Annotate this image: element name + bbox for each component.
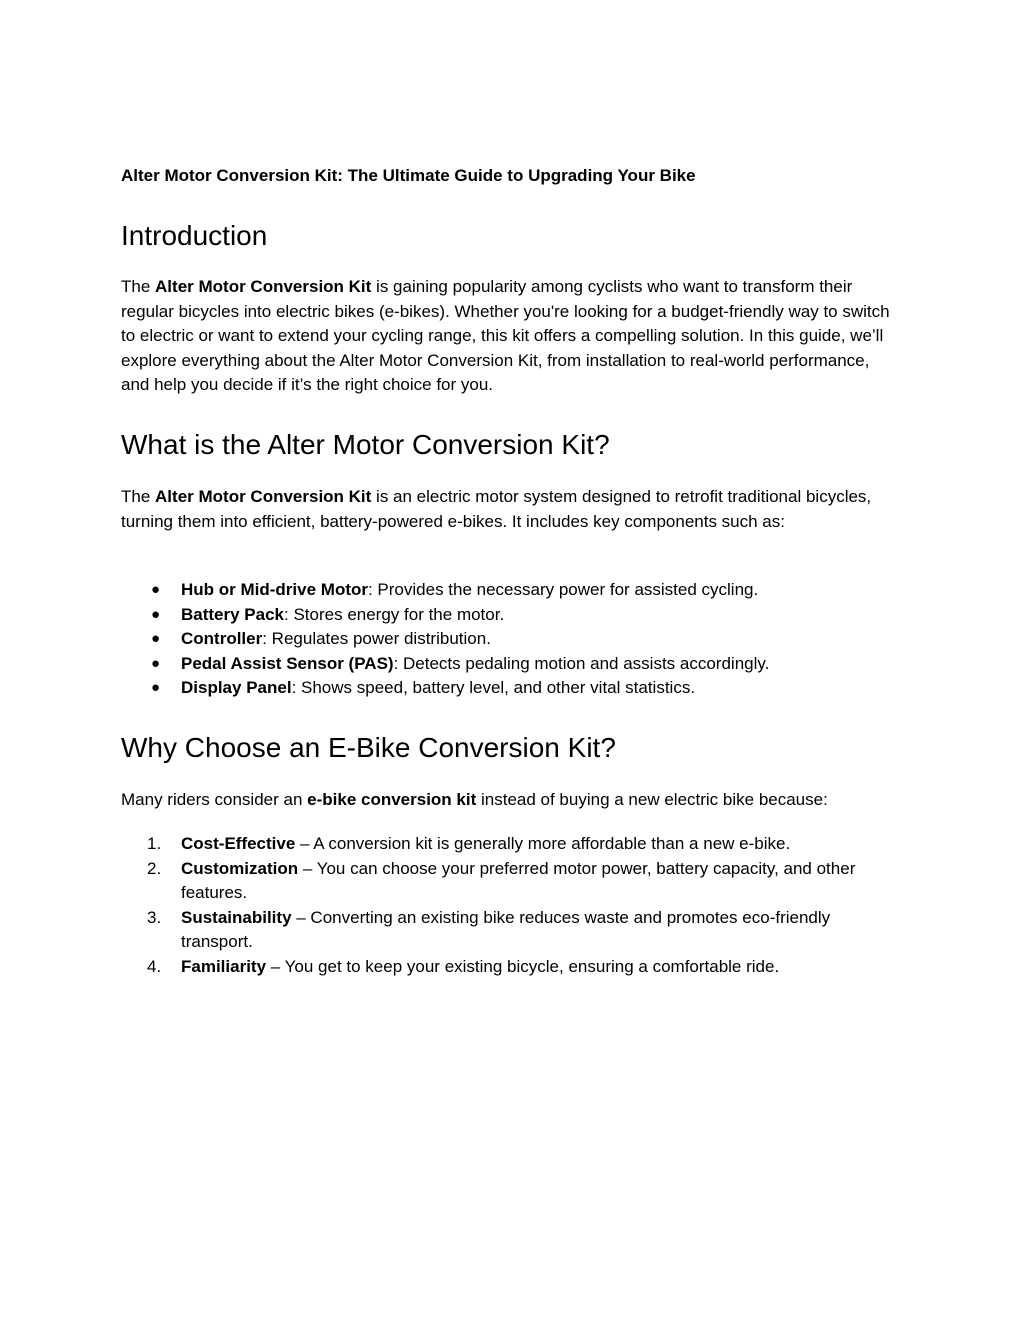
heading-why-choose: Why Choose an E-Bike Conversion Kit? <box>121 732 616 763</box>
bullet-marker: ● <box>151 630 161 647</box>
heading-introduction: Introduction <box>121 220 268 251</box>
item-term: Customization <box>181 858 299 878</box>
list-item <box>121 832 901 857</box>
intro-text-bold: Alter Motor Conversion Kit <box>155 277 372 296</box>
list-item <box>121 955 901 980</box>
item-desc: : Shows speed, battery level, and other vital statistics. <box>291 678 696 697</box>
list-item <box>121 906 901 955</box>
why-choose-paragraph <box>121 788 901 813</box>
bullet-marker: ● <box>151 605 161 623</box>
item-term: Hub or Mid-drive Motor <box>181 580 368 599</box>
reasons-list <box>121 832 901 979</box>
what-is-paragraph <box>121 485 901 534</box>
components-list <box>121 578 901 701</box>
number-marker: 3. <box>147 907 162 927</box>
what-is-text-bold: Alter Motor Conversion Kit <box>155 487 372 506</box>
list-item <box>121 578 901 603</box>
item-term: Battery Pack <box>181 604 285 624</box>
item-term: Cost-Effective <box>181 834 296 853</box>
what-is-text-post: is an electric motor system designed to retrofit traditional bicycles, turning them into efficient, battery-powered e-bikes. It includes key components such as: <box>121 487 872 531</box>
why-text-post: instead of buying a new electric bike because: <box>476 790 828 809</box>
item-term: Pedal Assist Sensor (PAS) <box>181 653 394 673</box>
what-is-text-pre: The <box>121 487 156 506</box>
item-desc: : Regulates power distribution. <box>262 629 491 648</box>
bullet-marker: ● <box>151 581 161 598</box>
item-term: Sustainability <box>181 907 292 927</box>
bullet-marker: ● <box>151 654 161 672</box>
item-term: Controller <box>181 629 263 648</box>
why-text-pre: Many riders consider an <box>121 790 308 809</box>
introduction-paragraph <box>121 275 901 398</box>
item-desc: – You get to keep your existing bicycle, ensuring a comfortable ride. <box>266 956 780 976</box>
item-term: Familiarity <box>181 956 267 976</box>
list-item <box>121 676 901 701</box>
item-desc: : Provides the necessary power for assisted cycling. <box>367 580 759 599</box>
item-term: Display Panel <box>181 678 292 697</box>
intro-text-post: is gaining popularity among cyclists who want to transform their regular bicycles into electric bikes (e-bikes). Whether you're looking for a budget-friendly way to switch to electric or want to extend your cycling range, this kit offers a compelling solution. In this guide, we’ll explore everything about the Alter Motor Conversion Kit, from installation to real-world performance, and help you decide if it’s the right choice for you. <box>121 277 890 394</box>
item-desc: : Detects pedaling motion and assists accordingly. <box>393 653 770 673</box>
number-marker: 4. <box>147 956 162 976</box>
list-item <box>121 603 901 628</box>
item-desc: – You can choose your preferred motor power, battery capacity, and other features. <box>181 858 856 902</box>
intro-text-pre: The <box>121 277 156 296</box>
number-marker: 1. <box>147 834 162 853</box>
heading-what-is: What is the Alter Motor Conversion Kit? <box>121 429 610 460</box>
item-desc: – Converting an existing bike reduces waste and promotes eco-friendly transport. <box>181 907 831 951</box>
list-item <box>121 857 901 906</box>
item-desc: : Stores energy for the motor. <box>284 604 505 624</box>
bullet-marker: ● <box>151 679 161 696</box>
why-text-bold: e-bike conversion kit <box>307 790 477 809</box>
document-title: Alter Motor Conversion Kit: The Ultimate Guide to Upgrading Your Bike <box>121 166 696 185</box>
item-desc: – A conversion kit is generally more affordable than a new e-bike. <box>295 834 791 853</box>
number-marker: 2. <box>147 858 162 878</box>
list-item <box>121 627 901 652</box>
list-item <box>121 652 901 677</box>
